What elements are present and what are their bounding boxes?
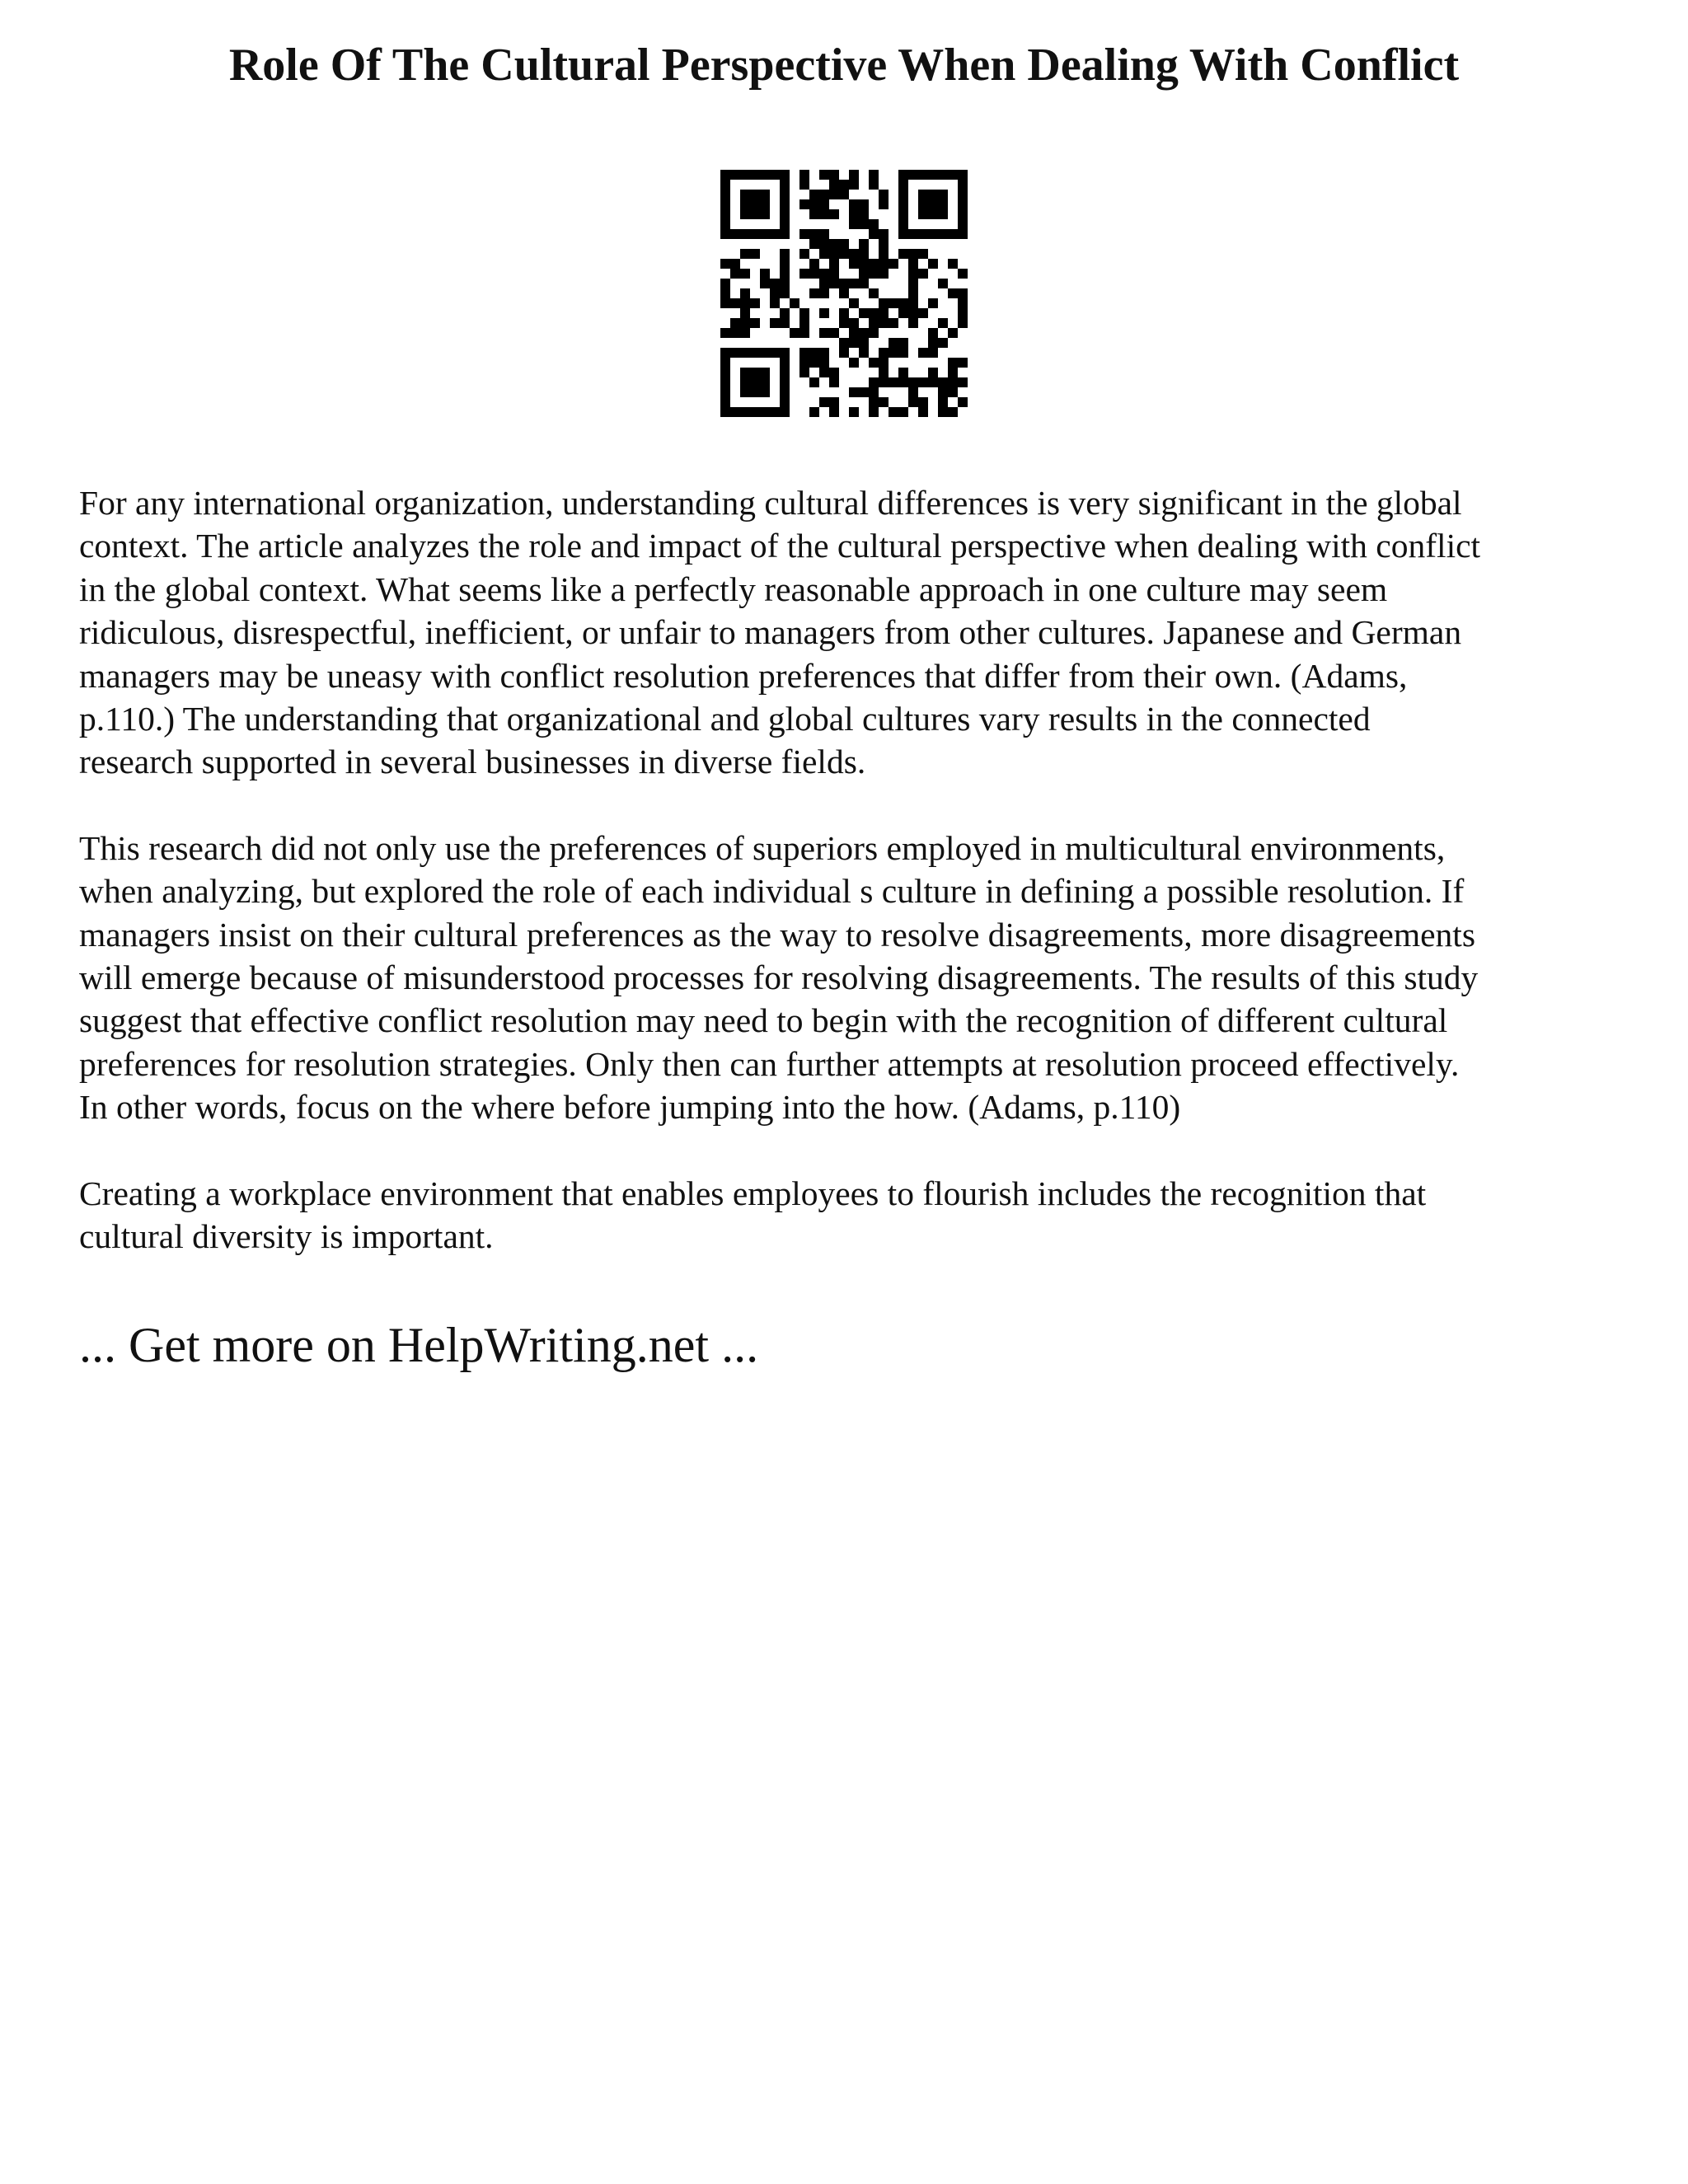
get-more-link[interactable]: ... Get more on HelpWriting.net ... xyxy=(79,1318,759,1372)
paragraph-2 xyxy=(79,827,1629,1129)
text-line: in the global context. What seems like a perfectly reasonable approach in one culture may seem xyxy=(79,569,1388,608)
article-body xyxy=(79,481,1629,1301)
text-line: research supported in several businesses in diverse fields. xyxy=(79,743,866,781)
text-line: managers insist on their cultural preferences as the way to resolve disagreements, more disagreements xyxy=(79,915,1475,954)
text-line: ridiculous, disrespectful, inefficient, or unfair to managers from other cultures. Japanese and German xyxy=(79,613,1462,652)
text-line: suggest that effective conflict resolution may need to begin with the recognition of different cultural xyxy=(79,1001,1448,1040)
page-title: Role Of The Cultural Perspective When Dealing With Conflict xyxy=(228,40,1460,91)
text-line: context. The article analyzes the role and impact of the cultural perspective when dealing with conflict xyxy=(79,527,1481,565)
text-line: Creating a workplace environment that enables employees to flourish includes the recognition that xyxy=(79,1174,1427,1212)
text-line: when analyzing, but explored the role of each individual s culture in defining a possible resolution. If xyxy=(79,872,1465,911)
text-line: managers may be uneasy with conflict resolution preferences that differ from their own. (Adams, xyxy=(79,656,1408,695)
paragraph-1 xyxy=(79,481,1629,784)
text-line: will emerge because of misunderstood processes for resolving disagreements. The results of this study xyxy=(79,958,1479,997)
text-line: cultural diversity is important. xyxy=(79,1217,494,1256)
text-line: In other words, focus on the where before jumping into the how. (Adams, p.110) xyxy=(79,1088,1181,1127)
text-line: This research did not only use the preferences of superiors employed in multicultural environments, xyxy=(79,828,1446,867)
qr-code-icon xyxy=(720,170,968,417)
text-line: preferences for resolution strategies. Only then can further attempts at resolution proceed effectively. xyxy=(79,1044,1460,1083)
paragraph-3 xyxy=(79,1172,1629,1258)
text-line: p.110.) The understanding that organizational and global cultures vary results in the connected xyxy=(79,700,1371,738)
text-line: For any international organization, understanding cultural differences is very significant in the global xyxy=(79,484,1462,522)
